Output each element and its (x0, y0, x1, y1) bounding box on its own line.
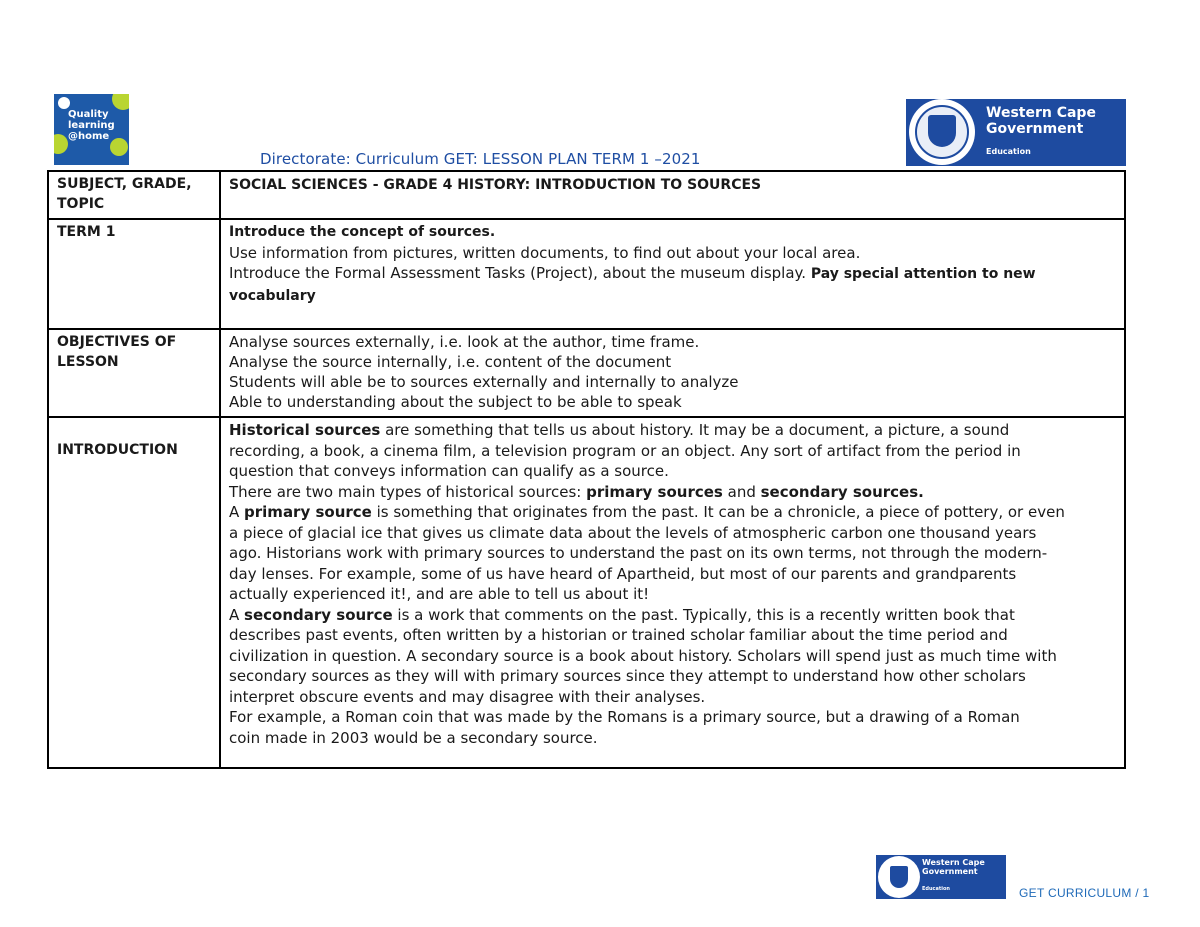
decorative-dot (112, 94, 129, 110)
coat-of-arms-icon (909, 99, 975, 165)
intro-text: secondary sources as they will with primary sources since they attempt to understand how other scholars (229, 667, 1026, 685)
introduction-label-cell (48, 417, 220, 768)
objectives-label-line-2: LESSON (57, 354, 119, 370)
intro-text: A (229, 503, 245, 521)
table-row-objectives (48, 329, 1125, 417)
logo-line-2: learning (68, 120, 115, 131)
intro-p2 (229, 482, 1116, 503)
intro-text: civilization in question. A secondary source is a book about history. Scholars will spend just as much time with (229, 646, 1057, 665)
term-line-2-text: Introduce the Formal Assessment Tasks (Project), about the museum display. (229, 264, 807, 282)
intro-text: For example, a Roman coin that was made by the Romans is a primary source, but a drawing of a Roman (229, 708, 1020, 726)
government-name-line-2: Government (986, 121, 1084, 137)
intro-p3-line-1 (229, 502, 1116, 523)
introduction-label: INTRODUCTION (57, 442, 178, 458)
logo-line-1: Quality (68, 109, 109, 120)
intro-text: are something that tells us about history. It may be a document, a picture, a sound (380, 421, 1010, 439)
term-line-1: Use information from pictures, written documents, to find out about your local area. (229, 243, 861, 262)
intro-text: actually experienced it!, and are able to tell us about it! (229, 585, 650, 603)
intro-text: There are two main types of historical sources: (229, 482, 587, 501)
intro-text: describes past events, often written by a historian or trained scholar familiar about the time period and (229, 626, 1008, 644)
term-line-2-emphasis: Pay special attention to new (810, 266, 1036, 282)
government-name (986, 105, 1096, 137)
intro-text: and (722, 482, 761, 501)
objective-item: Analyse the source internally, i.e. content of the document (229, 353, 672, 371)
objectives-content-cell (220, 329, 1125, 417)
decorative-dot (54, 134, 68, 154)
lesson-plan-table (47, 170, 1126, 769)
footer-government-name-line-2: Government (922, 867, 978, 876)
term-line-2 (229, 263, 1116, 285)
subject-label-cell (48, 171, 220, 219)
term-primary-source: primary source (244, 503, 372, 521)
intro-text: recording, a book, a cinema film, a television program or an object. Any sort of artifact from the period in (229, 441, 1021, 460)
term-primary-sources: primary sources (586, 482, 723, 501)
intro-text: is a work that comments on the past. Typically, this is a recently written book that (392, 605, 1015, 624)
intro-text: a piece of glacial ice that gives us climate data about the levels of atmospheric carbon one thousand years (229, 523, 1037, 542)
department-name: Education (986, 147, 1031, 156)
objectives-label-line-1: OBJECTIVES OF (57, 334, 177, 350)
term-secondary-sources: secondary sources. (760, 482, 924, 501)
table-row-subject (48, 171, 1125, 219)
crest-icon (58, 97, 70, 109)
footer-department-name: Education (922, 886, 950, 892)
subject-label-line-1: SUBJECT, GRADE, (57, 176, 192, 192)
objectives-label-cell (48, 329, 220, 417)
intro-text: ago. Historians work with primary sources to understand the past on its own terms, not through the modern- (229, 544, 1048, 562)
intro-text: is something that originates from the past. It can be a chronicle, a piece of pottery, or even (371, 503, 1065, 521)
intro-text: question that conveys information can qualify as a source. (229, 462, 669, 480)
western-cape-government-logo (906, 99, 1126, 166)
footer-government-name (922, 858, 985, 876)
term-content-cell (220, 219, 1125, 329)
directorate-title: Directorate: Curriculum GET: LESSON PLAN TERM 1 –2021 (260, 150, 701, 168)
term-historical-sources: Historical sources (229, 421, 381, 439)
term-secondary-source: secondary source (244, 605, 393, 624)
intro-text: A (229, 605, 245, 624)
term-label: TERM 1 (57, 224, 116, 240)
objective-item: Able to understanding about the subject to be able to speak (229, 393, 682, 411)
term-label-cell (48, 219, 220, 329)
subject-value: SOCIAL SCIENCES - GRADE 4 HISTORY: INTRODUCTION TO SOURCES (229, 177, 762, 193)
footer-government-name-line-1: Western Cape (922, 858, 985, 867)
intro-text: coin made in 2003 would be a secondary source. (229, 728, 598, 747)
introduction-content-cell (220, 417, 1125, 768)
subject-value-cell (220, 171, 1125, 219)
intro-text: day lenses. For example, some of us have heard of Apartheid, but most of our parents and grandparents (229, 564, 1017, 583)
term-heading: Introduce the concept of sources. (229, 224, 496, 240)
quality-learning-at-home-logo (54, 94, 129, 165)
objective-item: Analyse sources externally, i.e. look at the author, time frame. (229, 333, 700, 351)
footer-western-cape-logo (876, 855, 1006, 899)
table-row-term (48, 219, 1125, 329)
logo-text (68, 109, 115, 142)
logo-line-3: @home (68, 131, 110, 142)
objective-item: Students will able be to sources externally and internally to analyze (229, 373, 739, 391)
intro-p1-line-1 (229, 420, 1116, 441)
government-name-line-1: Western Cape (986, 105, 1096, 121)
table-row-introduction (48, 417, 1125, 768)
subject-label-line-2: TOPIC (57, 196, 105, 212)
term-line-3-emphasis: vocabulary (229, 287, 316, 304)
page-number-label: GET CURRICULUM / 1 (1019, 886, 1150, 900)
intro-text: interpret obscure events and may disagree with their analyses. (229, 687, 706, 706)
intro-p4-line-1 (229, 605, 1116, 626)
coat-of-arms-icon (878, 856, 920, 898)
